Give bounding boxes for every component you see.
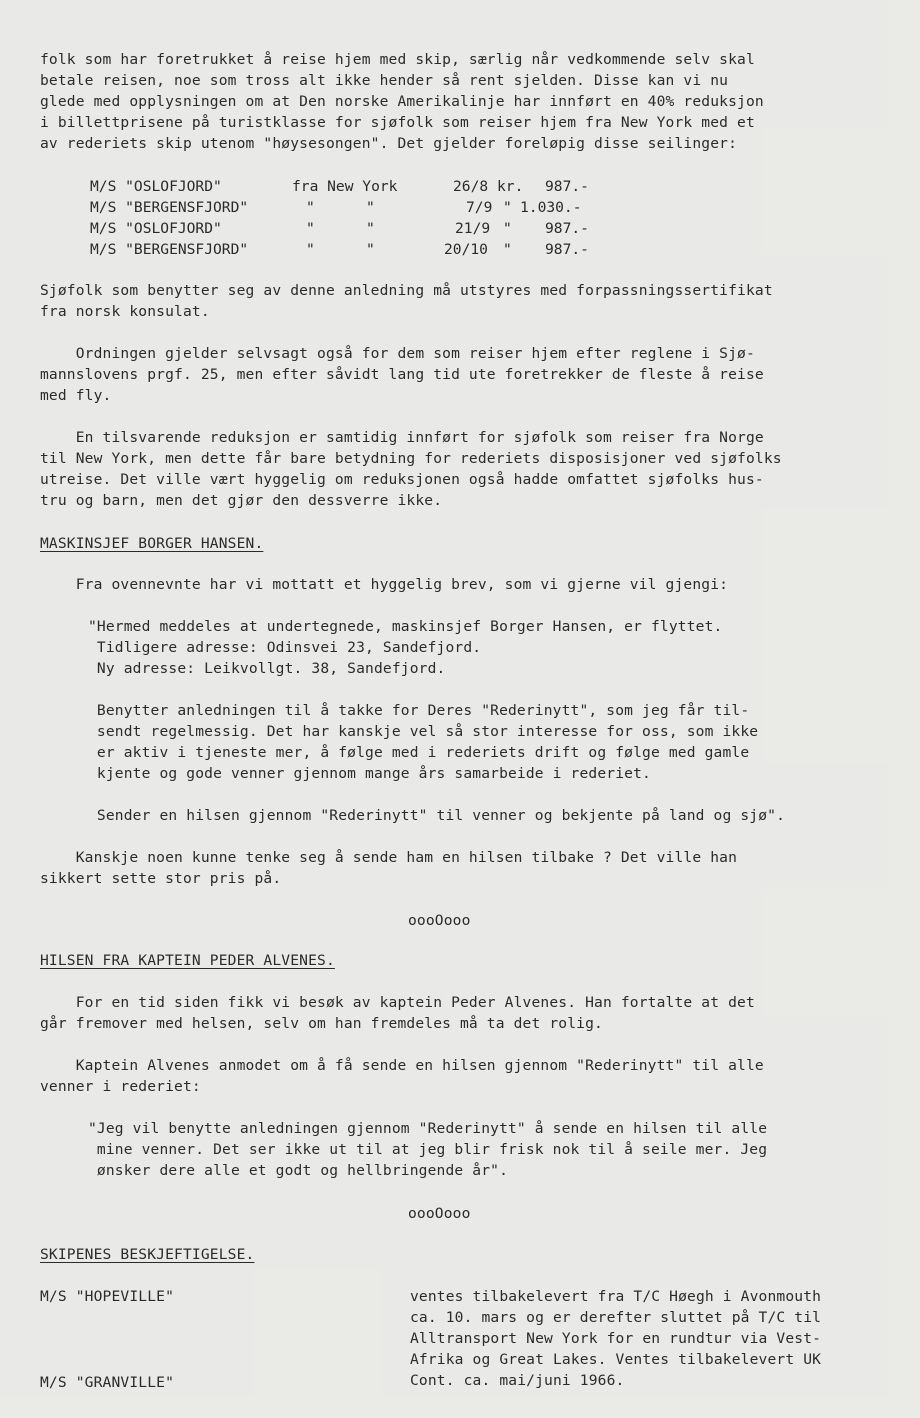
alvenes-quote-line: "Jeg vil benytte anledningen gjennom "Rederinytt" å sende en hilsen til alle (88, 1120, 768, 1137)
hansen-letter-line: sendt regelmessig. Det har kanskje vel så stor interesse for oss, som ikke (88, 723, 759, 740)
sailing-price: 987.- (545, 241, 589, 258)
sailing-price: 987.- (545, 220, 589, 237)
intro-line: av rederiets skip utenom "høysesongen". Det gjelder foreløpig disse seilinger: (40, 135, 738, 152)
section-separator: oooOooo (408, 1205, 471, 1222)
sailing-date: 21/9 (455, 220, 491, 237)
hansen-letter-line: Ny adresse: Leikvollgt. 38, Sandefjord. (88, 660, 446, 677)
hansen-letter-line: "Hermed meddeles at undertegnede, maskinsjef Borger Hansen, er flyttet. (88, 618, 723, 635)
intro-line: folk som har foretrukket å reise hjem med skip, særlig når vedkommende selv skal (40, 51, 755, 68)
sailing-from: " (306, 199, 315, 216)
ship-name: M/S "HOPEVILLE" (40, 1288, 175, 1305)
section-heading: SKIPENES BESKJEFTIGELSE. (40, 1246, 255, 1263)
section-heading: MASKINSJEF BORGER HANSEN. (40, 535, 264, 552)
arrangement-line: Ordningen gjelder selvsagt også for dem som reiser hjem efter reglene i Sjø- (40, 345, 755, 362)
ship-status-line: ca. 10. mars og er derefter sluttet på T/C til (410, 1309, 822, 1326)
reduction-line: til New York, men dette får bare betydning for rederiets disposisjoner ved sjøfolks (40, 450, 782, 467)
certificate-line: Sjøfolk som benytter seg av denne anledning må utstyres med forpassningssertifikat (40, 282, 773, 299)
sailing-price: 1.030.- (520, 199, 582, 216)
alvenes-line: Kaptein Alvenes anmodet om å få sende en hilsen gjennom "Rederinytt" til alle (40, 1057, 764, 1074)
intro-line: betale reisen, noe som tross alt ikke hender så rent sjelden. Disse kan vi nu (40, 72, 729, 89)
arrangement-line: mannslovens prgf. 25, men efter såvidt lang tid ute foretrekker de fleste å reise (40, 366, 764, 383)
hansen-closing-line: sikkert sette stor pris på. (40, 870, 282, 887)
section-heading: HILSEN FRA KAPTEIN PEDER ALVENES. (40, 952, 335, 969)
sailing-date: 20/10 (444, 241, 488, 258)
hansen-intro: Fra ovennevnte har vi mottatt et hyggelig brev, som vi gjerne vil gjengi: (40, 576, 729, 593)
hansen-letter-line: kjente og gode venner gjennom mange års samarbeide i rederiet. (88, 765, 651, 782)
sailing-from: " (366, 241, 375, 258)
sailing-currency: " (503, 199, 512, 216)
sailing-ship: M/S "OSLOFJORD" (90, 178, 222, 195)
arrangement-line: med fly. (40, 387, 112, 404)
alvenes-quote-line: ønsker dere alle et godt og hellbringende år". (88, 1162, 509, 1179)
ship-name: M/S "GRANVILLE" (40, 1374, 175, 1391)
sailing-ship: M/S "OSLOFJORD" (90, 220, 222, 237)
alvenes-line: går fremover med helsen, selv om han fremdeles må ta det rolig. (40, 1015, 603, 1032)
sailing-ship: M/S "BERGENSFJORD" (90, 241, 249, 258)
hansen-letter-line: er aktiv i tjeneste mer, å følge med i rederiets drift og følge med gamle (88, 744, 750, 761)
intro-line: glede med opplysningen om at Den norske Amerikalinje har innført en 40% reduksjon (40, 93, 764, 110)
sailing-from: " (366, 199, 375, 216)
sailing-date: 26/8 (453, 178, 489, 195)
alvenes-line: venner i rederiet: (40, 1078, 201, 1095)
hansen-letter-line: Benytter anledningen til å takke for Deres "Rederinytt", som jeg får til- (88, 702, 750, 719)
ship-status-line: Afrika og Great Lakes. Ventes tilbakelevert UK (410, 1351, 822, 1368)
intro-line: i billettprisene på turistklasse for sjøfolk som reiser hjem fra New York med et (40, 114, 755, 131)
ship-status-line: Alltransport New York for en rundtur via Vest- (410, 1330, 822, 1347)
sailing-price: 987.- (545, 178, 589, 195)
sailing-from: " (306, 220, 315, 237)
sailing-ship: M/S "BERGENSFJORD" (90, 199, 249, 216)
alvenes-quote-line: mine venner. Det ser ikke ut til at jeg blir frisk nok til å seile mer. Jeg (88, 1141, 768, 1158)
sailing-from: fra New York (292, 178, 398, 195)
sailing-from: " (306, 241, 315, 258)
certificate-line: fra norsk konsulat. (40, 303, 210, 320)
alvenes-line: For en tid siden fikk vi besøk av kaptein Peder Alvenes. Han fortalte at det (40, 994, 755, 1011)
reduction-line: tru og barn, men det gjør den dessverre ikke. (40, 492, 443, 509)
sailing-date: 7/9 (466, 199, 493, 216)
sailing-from: " (366, 220, 375, 237)
hansen-letter-line: Tidligere adresse: Odinsvei 23, Sandefjord. (88, 639, 482, 656)
sailing-currency: " (503, 241, 512, 258)
ship-status-line: Cont. ca. mai/juni 1966. (410, 1372, 625, 1389)
section-separator: oooOooo (408, 912, 471, 929)
hansen-closing-line: Kanskje noen kunne tenke seg å sende ham en hilsen tilbake ? Det ville han (40, 849, 738, 866)
reduction-line: utreise. Det ville vært hyggelig om reduksjonen også hadde omfattet sjøfolks hus- (40, 471, 764, 488)
reduction-line: En tilsvarende reduksjon er samtidig innført for sjøfolk som reiser fra Norge (40, 429, 764, 446)
ship-status-line: ventes tilbakelevert fra T/C Høegh i Avonmouth (410, 1288, 822, 1305)
sailing-currency: kr. (497, 178, 524, 195)
sailing-currency: " (503, 220, 512, 237)
hansen-letter-line: Sender en hilsen gjennom "Rederinytt" til venner og bekjente på land og sjø". (88, 807, 786, 824)
